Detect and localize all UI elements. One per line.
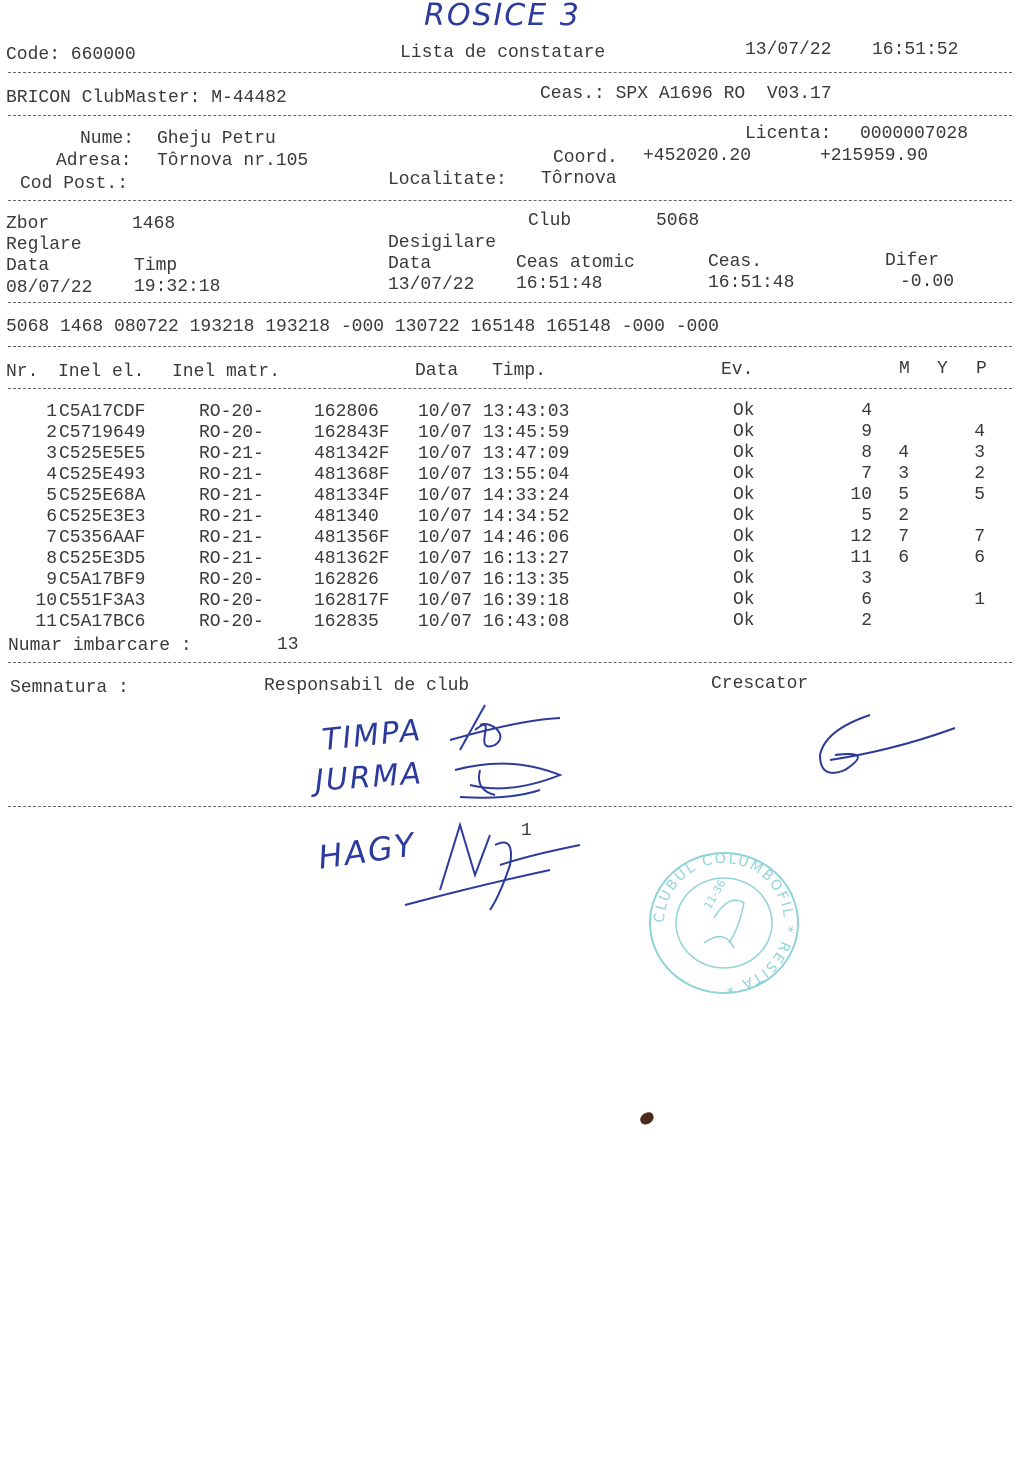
licence-number: 0000007028 (860, 124, 969, 144)
cell-p: 3 (974, 443, 985, 463)
cell-m: 3 (861, 569, 872, 589)
locality-label: Localitate: (388, 170, 507, 190)
cell-date: 10/07 (418, 612, 473, 632)
cell-date: 10/07 (418, 444, 473, 464)
cell-y: 7 (898, 527, 909, 547)
signature-name-hagy: HAGY (315, 825, 419, 877)
document-title: Lista de constatare (400, 43, 606, 63)
cell-m: 5 (861, 506, 872, 526)
col-y: Y (937, 359, 948, 379)
owner-name: Gheju Petru (157, 129, 276, 149)
cell-time: 13:43:03 (483, 402, 570, 422)
cell-p: 7 (974, 527, 985, 547)
cell-nr: 6 (46, 507, 57, 527)
cell-y: 4 (898, 443, 909, 463)
ceas-label: Ceas. (708, 252, 763, 272)
cell-time: 16:39:18 (483, 591, 570, 611)
club-value: 5068 (656, 211, 700, 231)
difer-label: Difer (885, 251, 940, 271)
cell-matr: 162826 (314, 570, 379, 590)
cell-y: 2 (898, 506, 909, 526)
cell-m: 2 (861, 611, 872, 631)
code-line: 5068 1468 080722 193218 193218 -000 130722 165148 165148 -000 -000 (6, 317, 719, 337)
col-timp: Timp. (492, 361, 547, 381)
cell-ev: Ok (733, 464, 755, 484)
club-label: Club (528, 211, 572, 231)
page-number: 1 (521, 821, 532, 841)
cell-matr: 162835 (314, 612, 379, 632)
cell-m: 11 (850, 548, 872, 568)
club-stamp (644, 848, 804, 998)
responsabil-label: Responsabil de club (264, 676, 470, 696)
cell-inel-el: C5719649 (59, 423, 146, 443)
cell-matr: 162843F (314, 423, 390, 443)
licence-label: Licenta: (745, 124, 832, 144)
col-ev: Ev. (721, 360, 754, 380)
signature-scribble-hagy (400, 815, 600, 915)
cell-m: 6 (861, 590, 872, 610)
cell-inel-el: C525E68A (59, 486, 146, 506)
divider (8, 115, 1012, 116)
cell-ev: Ok (733, 590, 755, 610)
cell-nr: 3 (46, 444, 57, 464)
cell-prefix: RO-20- (199, 423, 264, 443)
clubmaster-id: BRICON ClubMaster: M-44482 (6, 88, 287, 108)
cell-ev: Ok (733, 422, 755, 442)
cell-ev: Ok (733, 569, 755, 589)
signature-scribble-jurma (450, 755, 580, 810)
clock-id: Ceas.: SPX A1696 RO V03.17 (540, 84, 832, 104)
reglare-label: Reglare (6, 235, 82, 255)
desigilare-date: 13/07/22 (388, 275, 475, 295)
cell-matr: 162806 (314, 402, 379, 422)
cell-time: 14:33:24 (483, 486, 570, 506)
zbor-value: 1468 (132, 214, 176, 234)
cell-matr: 481340 (314, 507, 379, 527)
col-inel-matr: Inel matr. (172, 362, 281, 382)
cell-prefix: RO-20- (199, 591, 264, 611)
cell-inel-el: C525E5E5 (59, 444, 146, 464)
cell-prefix: RO-21- (199, 549, 264, 569)
handwritten-title: ROSICE 3 (424, 0, 581, 33)
semnatura-label: Semnatura : (10, 678, 129, 698)
cell-time: 16:13:27 (483, 549, 570, 569)
cell-nr: 1 (46, 402, 57, 422)
divider (8, 662, 1012, 663)
signature-scribble-timpa (440, 700, 570, 760)
cell-prefix: RO-20- (199, 402, 264, 422)
cell-date: 10/07 (418, 402, 473, 422)
cell-ev: Ok (733, 506, 755, 526)
desigilare-label: Desigilare (388, 233, 497, 253)
cell-date: 10/07 (418, 423, 473, 443)
data2-label: Data (388, 254, 432, 274)
cell-ev: Ok (733, 548, 755, 568)
divider (8, 346, 1012, 347)
reglare-date: 08/07/22 (6, 278, 93, 298)
cell-m: 8 (861, 443, 872, 463)
coord-latitude: +452020.20 (643, 146, 752, 166)
postcode-label: Cod Post.: (20, 174, 129, 194)
cell-nr: 9 (46, 570, 57, 590)
signature-scribble-crescator (805, 710, 965, 785)
data-label: Data (6, 256, 50, 276)
cell-y: 5 (898, 485, 909, 505)
divider (8, 302, 1012, 303)
cell-date: 10/07 (418, 465, 473, 485)
cell-ev: Ok (733, 527, 755, 547)
svg-text:11-36: 11-36 (701, 877, 729, 912)
cell-prefix: RO-21- (199, 507, 264, 527)
numar-imbarcare-label: Numar imbarcare : (8, 636, 192, 656)
cell-p: 5 (974, 485, 985, 505)
signature-name-timpa: TIMPA (320, 712, 424, 759)
cell-prefix: RO-21- (199, 465, 264, 485)
cell-m: 7 (861, 464, 872, 484)
divider (8, 200, 1012, 201)
zbor-label: Zbor (6, 214, 50, 234)
code-label: Code: 660000 (6, 45, 136, 65)
owner-address: Tôrnova nr.105 (157, 151, 309, 171)
cell-date: 10/07 (418, 486, 473, 506)
cell-m: 4 (861, 401, 872, 421)
cell-date: 10/07 (418, 591, 473, 611)
name-label: Nume: (80, 129, 135, 149)
cell-ev: Ok (733, 611, 755, 631)
cell-nr: 4 (46, 465, 57, 485)
divider (8, 72, 1012, 73)
cell-matr: 481334F (314, 486, 390, 506)
numar-imbarcare-value: 13 (277, 635, 299, 655)
col-data: Data (415, 361, 459, 381)
divider (8, 388, 1012, 389)
cell-time: 16:13:35 (483, 570, 570, 590)
cell-m: 12 (850, 527, 872, 547)
ceas-atomic-label: Ceas atomic (516, 253, 635, 273)
cell-time: 14:46:06 (483, 528, 570, 548)
cell-ev: Ok (733, 401, 755, 421)
cell-m: 9 (861, 422, 872, 442)
coord-longitude: +215959.90 (820, 146, 929, 166)
cell-y: 6 (898, 548, 909, 568)
cell-y: 3 (898, 464, 909, 484)
cell-date: 10/07 (418, 570, 473, 590)
difer-value: -0.00 (900, 272, 955, 292)
cell-m: 10 (850, 485, 872, 505)
cell-p: 1 (974, 590, 985, 610)
cell-matr: 481356F (314, 528, 390, 548)
crescator-label: Crescator (711, 674, 809, 694)
cell-matr: 481368F (314, 465, 390, 485)
cell-p: 2 (974, 464, 985, 484)
cell-date: 10/07 (418, 528, 473, 548)
cell-time: 13:55:04 (483, 465, 570, 485)
reglare-time: 19:32:18 (134, 277, 221, 297)
locality-value: Tôrnova (541, 169, 617, 189)
cell-nr: 7 (46, 528, 57, 548)
cell-inel-el: C5A17BC6 (59, 612, 146, 632)
desigilare-atomic: 16:51:48 (516, 274, 603, 294)
cell-inel-el: C5A17CDF (59, 402, 146, 422)
timp-label: Timp (134, 256, 178, 276)
print-date: 13/07/22 (745, 40, 832, 60)
cell-prefix: RO-20- (199, 570, 264, 590)
cell-nr: 5 (46, 486, 57, 506)
cell-p: 6 (974, 548, 985, 568)
address-label: Adresa: (56, 151, 132, 171)
cell-prefix: RO-21- (199, 486, 264, 506)
cell-time: 13:45:59 (483, 423, 570, 443)
col-inel-el: Inel el. (58, 362, 145, 382)
desigilare-clock: 16:51:48 (708, 273, 795, 293)
cell-matr: 481362F (314, 549, 390, 569)
cell-nr: 10 (35, 591, 57, 611)
col-m: M (899, 359, 910, 379)
cell-inel-el: C525E493 (59, 465, 146, 485)
col-nr: Nr. (6, 362, 39, 382)
cell-prefix: RO-20- (199, 612, 264, 632)
svg-text:CLUBUL COLUMBOFIL * RESITA *: CLUBUL COLUMBOFIL * RESITA * (651, 850, 797, 996)
cell-matr: 162817F (314, 591, 390, 611)
cell-nr: 2 (46, 423, 57, 443)
cell-date: 10/07 (418, 507, 473, 527)
cell-ev: Ok (733, 485, 755, 505)
cell-matr: 481342F (314, 444, 390, 464)
coord-label: Coord. (553, 148, 618, 168)
signature-name-jurma: JURMA (313, 756, 425, 799)
cell-inel-el: C525E3E3 (59, 507, 146, 527)
cell-inel-el: C5356AAF (59, 528, 146, 548)
cell-time: 14:34:52 (483, 507, 570, 527)
cell-date: 10/07 (418, 549, 473, 569)
cell-p: 4 (974, 422, 985, 442)
cell-nr: 8 (46, 549, 57, 569)
cell-time: 13:47:09 (483, 444, 570, 464)
cell-prefix: RO-21- (199, 444, 264, 464)
col-p: P (976, 359, 987, 379)
cell-prefix: RO-21- (199, 528, 264, 548)
cell-inel-el: C5A17BF9 (59, 570, 146, 590)
cell-time: 16:43:08 (483, 612, 570, 632)
cell-nr: 11 (35, 612, 57, 632)
cell-ev: Ok (733, 443, 755, 463)
print-time: 16:51:52 (872, 40, 959, 60)
cell-inel-el: C525E3D5 (59, 549, 146, 569)
cell-inel-el: C551F3A3 (59, 591, 146, 611)
